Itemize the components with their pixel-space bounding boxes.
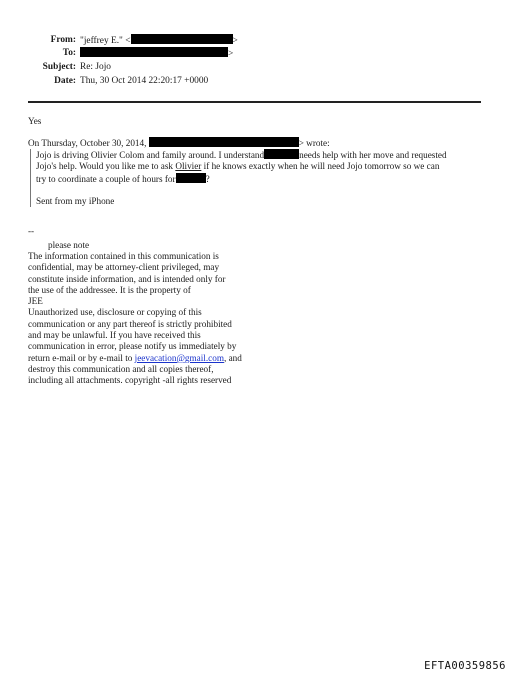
quote-attribution bbox=[28, 137, 330, 149]
reply-text: Yes bbox=[28, 116, 42, 126]
to-label: To: bbox=[62, 48, 76, 58]
disclaimer-line: communication in error, please notify us immediately by bbox=[28, 341, 237, 352]
disclaimer-line: The information contained in this communication is bbox=[28, 251, 219, 261]
disclaimer-line bbox=[28, 353, 242, 364]
redaction bbox=[131, 34, 233, 44]
quote-line bbox=[36, 161, 447, 172]
quote-text: Jojo is driving Olivier Colom and family around. I understand bbox=[36, 150, 265, 160]
redaction bbox=[149, 137, 299, 147]
notify-prefix: return e-mail or by e-mail to bbox=[28, 352, 135, 363]
disclaimer-line: JEE bbox=[28, 296, 43, 307]
disclaimer-line: including all attachments. copyright -all rights reserved bbox=[28, 375, 232, 386]
redaction bbox=[176, 173, 206, 183]
disclaimer-line: and may be unlawful. If you have received this bbox=[28, 330, 201, 341]
to-close: > bbox=[228, 49, 234, 59]
to-value bbox=[80, 47, 233, 60]
redaction bbox=[264, 149, 299, 159]
date-label: Date: bbox=[54, 76, 76, 86]
disclaimer-line: destroy this communication and all copies thereof, bbox=[28, 363, 214, 374]
quote-text: ? bbox=[205, 173, 210, 184]
subject-label: Subject: bbox=[42, 62, 76, 72]
disclaimer bbox=[28, 251, 242, 387]
disclaimer-line: communication or any part thereof is strictly prohibited bbox=[28, 318, 232, 329]
attribution-suffix: > wrote: bbox=[298, 138, 330, 148]
please-note: please note bbox=[48, 240, 90, 250]
redaction bbox=[80, 47, 228, 57]
disclaimer-line: constitute inside information, and is intended only for bbox=[28, 273, 226, 284]
quote-name: Olivier bbox=[175, 161, 202, 172]
from-label: From: bbox=[50, 35, 76, 45]
quote-line bbox=[36, 173, 447, 185]
subject-value: Re: Jojo bbox=[80, 62, 111, 72]
notify-suffix: , and bbox=[223, 352, 242, 363]
from-close: > bbox=[232, 36, 238, 46]
disclaimer-line: Unauthorized use, disclosure or copying of this bbox=[28, 307, 202, 318]
from-value bbox=[80, 34, 238, 47]
disclaimer-line: confidential, may be attorney-client privileged, may bbox=[28, 262, 220, 273]
from-name: "jeffrey E." < bbox=[80, 36, 131, 46]
attribution-prefix: On Thursday, October 30, 2014, bbox=[28, 138, 147, 148]
email-link[interactable]: jeevacation@gmail.com bbox=[134, 352, 224, 363]
quote-text: try to coordinate a couple of hours for bbox=[36, 173, 176, 184]
quote-text: Jojo's help. Would you like me to ask bbox=[36, 161, 176, 172]
header-divider bbox=[28, 101, 481, 103]
signature-dashes: -- bbox=[28, 226, 35, 236]
quote-line bbox=[36, 149, 447, 161]
date-value: Thu, 30 Oct 2014 22:20:17 +0000 bbox=[80, 76, 209, 86]
sent-from: Sent from my iPhone bbox=[36, 195, 115, 206]
bates-stamp: EFTA00359856 bbox=[424, 660, 506, 672]
quote-text: needs help with her move and requested bbox=[299, 150, 447, 160]
quoted-message bbox=[30, 149, 447, 207]
quote-text: if he knows exactly when he will need Jojo tomorrow so we can bbox=[201, 161, 440, 172]
disclaimer-line: the use of the addressee. It is the property of bbox=[28, 284, 191, 295]
